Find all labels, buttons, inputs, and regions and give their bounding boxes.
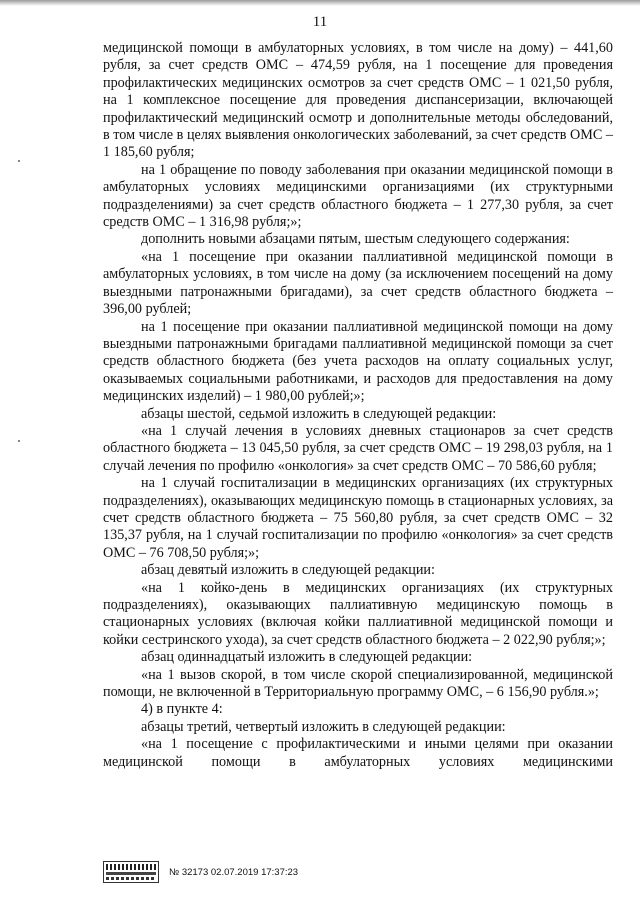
binder-hole-mark — [18, 160, 20, 162]
page-number: 11 — [312, 14, 328, 30]
paragraph: абзац девятый изложить в следующей редакции: — [141, 562, 435, 579]
paragraph: на 1 посещение при оказании паллиативной медицинской помощи на дому выездными патронажными бригадами паллиативной медицинской помощи за счет средств областного бюджета (без учета расходов на оплату социальных услуг, оказываемых социальными работниками, и расходов для предоставления на дому медицинских изделий) – 1 980,00 рублей;»; — [103, 318, 613, 405]
paragraph: абзацы шестой, седьмой изложить в следующей редакции: — [141, 405, 497, 422]
paragraph: на 1 обращение по поводу заболевания при оказании медицинской помощи в амбулаторных условиях медицинскими организациями (их структурными подразделениями) за счет средств областного бюджета – 1 277,30 рубля, за счет средств ОМС – 1 316,98 рубля;»; — [103, 161, 613, 231]
document-footer — [103, 862, 298, 882]
paragraph: дополнить новыми абзацами пятым, шестым следующего содержания: — [141, 231, 570, 248]
paragraph: медицинской помощи в амбулаторных условиях, в том числе на дому) – 441,60 рубля, за счет средств ОМС – 474,59 рубля, на 1 посещение для проведения профилактических медицинских осмотров за счет средств ОМС – 1 021,50 рубля, на 1 комплексное посещение для проведения диспансеризации, включающей профилактический медицинский осмотр и дополнительные методы обследований, в том числе в целях выявления онкологических заболеваний, за счет средств ОМС – 1 185,60 рубля; — [103, 40, 613, 161]
paragraph: абзацы третий, четвертый изложить в следующей редакции: — [141, 718, 506, 735]
paragraph: на 1 случай госпитализации в медицинских организациях (их структурных подразделениях), оказывающих медицинскую помощь в стационарных условиях, за счет средств областного бюджета – 75 560,80 рубля, за счет средств ОМС – 32 135,37 рубля, на 1 случай госпитализации по профилю «онкология» за счет средств ОМС – 76 708,50 рубля;»; — [103, 475, 613, 561]
registry-stamp-logo — [103, 861, 159, 883]
paragraph: «на 1 случай лечения в условиях дневных стационаров за счет средств областного бюджета – 13 045,50 рубля, за счет средств ОМС – 19 298,03 рубля, на 1 случай лечения по профилю «онкология» за счет средств ОМС – 70 586,60 рубля; — [103, 422, 613, 474]
paragraph: «на 1 койко-день в медицинских организациях (их структурных подразделениях), оказывающих паллиативную медицинскую помощь в стационарных условиях (включая койки паллиативной медицинской помощи и койки сестринского ухода), за счет средств областного бюджета – 2 022,90 рубля;»; — [103, 579, 613, 648]
binder-hole-mark — [18, 440, 20, 442]
paragraph: 4) в пункте 4: — [141, 701, 223, 718]
paragraph: «на 1 посещение с профилактическими и иными целями при оказании медицинской помощи в амбулаторных условиях медицинскими — [103, 736, 613, 770]
paragraph: «на 1 посещение при оказании паллиативной медицинской помощи в амбулаторных условиях, в том числе на дому (за исключением посещений на дому выездными патронажными бригадами), за счет средств областного бюджета – 396,00 рублей; — [103, 248, 613, 318]
paragraph: абзац одиннадцатый изложить в следующей редакции: — [141, 649, 473, 666]
document-registration-id: № 32173 02.07.2019 17:37:23 — [169, 866, 299, 878]
scan-top-edge — [0, 0, 640, 6]
document-body — [103, 40, 613, 771]
paragraph: «на 1 вызов скорой, в том числе скорой специализированной, медицинской помощи, не включенной в Территориальную программу ОМС, – 6 156,90 рубля.»; — [103, 666, 613, 701]
